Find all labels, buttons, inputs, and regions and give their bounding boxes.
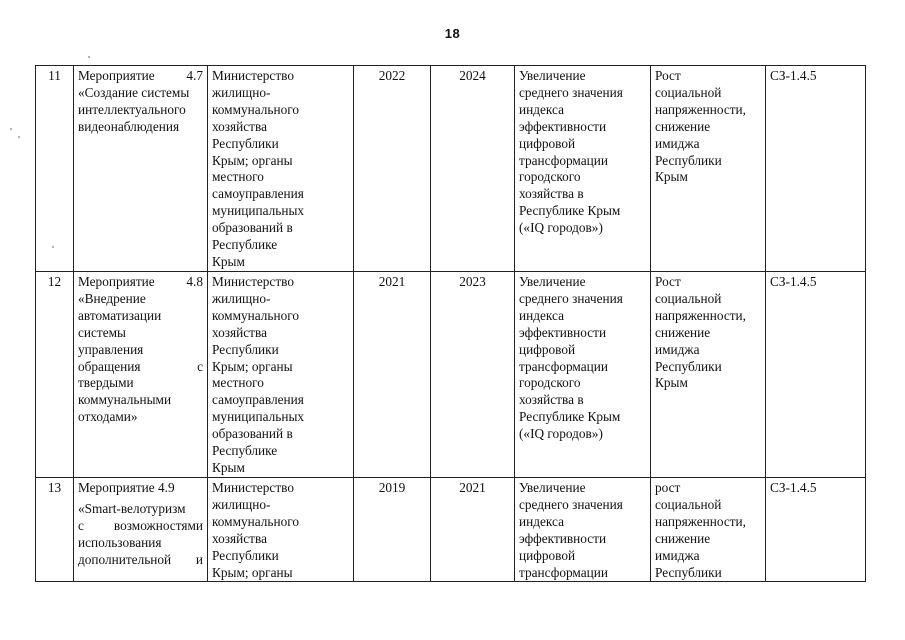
effect-text: Рост социальной напряженности, снижение имиджа Республики Крым bbox=[655, 274, 747, 391]
table-row bbox=[36, 66, 866, 272]
table-row bbox=[36, 272, 866, 478]
event-heading: Мероприятие 4.9 bbox=[78, 480, 175, 495]
executor-text: Министерство жилищно- коммунального хозяйства Республики Крым; органы местного самоуправления муниципальных образований в Республике Крым bbox=[212, 274, 305, 475]
effect-cell bbox=[651, 272, 766, 478]
executor-cell bbox=[208, 478, 354, 582]
events-table bbox=[35, 65, 866, 582]
code-cell: СЗ-1.4.5 bbox=[766, 66, 866, 272]
event-line: «Smart-велотуризм bbox=[78, 500, 186, 516]
event-word: с bbox=[78, 517, 84, 533]
executor-text: Министерство жилищно- коммунального хозяйства Республики Крым; органы bbox=[212, 480, 300, 580]
event-line bbox=[78, 359, 203, 376]
row-number: 13 bbox=[36, 478, 74, 582]
end-year: 2023 bbox=[431, 272, 515, 478]
executor-cell bbox=[208, 66, 354, 272]
effect-cell bbox=[651, 66, 766, 272]
event-line bbox=[78, 552, 203, 569]
row-number: 12 bbox=[36, 272, 74, 478]
scan-speck bbox=[10, 128, 12, 130]
event-word: дополнительной bbox=[78, 551, 172, 567]
event-line: твердыми bbox=[78, 375, 134, 391]
end-year: 2021 bbox=[431, 478, 515, 582]
page-number: 18 bbox=[444, 26, 461, 41]
indicator-cell bbox=[515, 478, 651, 582]
event-number: 4.7 bbox=[186, 68, 203, 83]
event-heading bbox=[78, 274, 203, 291]
indicator-text: Увеличение среднего значения индекса эффективности цифровой трансформации городского хозяйства в Республике Крым («IQ городов») bbox=[519, 68, 623, 236]
indicator-cell bbox=[515, 66, 651, 272]
event-line: коммунальными bbox=[78, 392, 172, 408]
event-heading bbox=[78, 68, 203, 85]
effect-text: рост социальной напряженности, снижение имиджа Республики bbox=[655, 480, 747, 580]
start-year: 2019 bbox=[354, 478, 431, 582]
scan-speck bbox=[88, 56, 90, 58]
event-word: Мероприятие bbox=[78, 274, 155, 289]
event-number: 4.8 bbox=[186, 274, 203, 289]
start-year: 2021 bbox=[354, 272, 431, 478]
event-line: системы bbox=[78, 324, 126, 340]
executor-cell bbox=[208, 272, 354, 478]
event-line: «Внедрение bbox=[78, 290, 146, 306]
event-cell bbox=[74, 478, 208, 582]
event-word: возможностями bbox=[113, 517, 203, 533]
event-cell bbox=[74, 272, 208, 478]
event-title: «Создание системы интеллектуального видеонаблюдения bbox=[78, 84, 190, 134]
event-cell bbox=[74, 66, 208, 272]
effect-cell bbox=[651, 478, 766, 582]
event-word: обращения bbox=[78, 358, 141, 374]
scan-speck bbox=[18, 136, 20, 138]
event-line: отходами» bbox=[78, 409, 138, 425]
row-number: 11 bbox=[36, 66, 74, 272]
code-cell: СЗ-1.4.5 bbox=[766, 478, 866, 582]
executor-text: Министерство жилищно- коммунального хозяйства Республики Крым; органы местного самоуправления муниципальных образований в Республике Крым bbox=[212, 68, 305, 269]
event-line: автоматизации bbox=[78, 307, 162, 323]
indicator-text: Увеличение среднего значения индекса эффективности цифровой трансформации bbox=[519, 480, 623, 580]
end-year: 2024 bbox=[431, 66, 515, 272]
event-word: с bbox=[197, 358, 203, 374]
event-line bbox=[78, 518, 203, 535]
event-word: Мероприятие bbox=[78, 68, 155, 83]
event-line: использования bbox=[78, 534, 162, 550]
effect-text: Рост социальной напряженности, снижение имиджа Республики Крым bbox=[655, 68, 747, 185]
event-word: и bbox=[195, 551, 203, 567]
table-row bbox=[36, 478, 866, 582]
code-cell: СЗ-1.4.5 bbox=[766, 272, 866, 478]
event-line: управления bbox=[78, 341, 144, 357]
start-year: 2022 bbox=[354, 66, 431, 272]
indicator-text: Увеличение среднего значения индекса эффективности цифровой трансформации городского хозяйства в Республике Крым («IQ городов») bbox=[519, 274, 623, 442]
indicator-cell bbox=[515, 272, 651, 478]
